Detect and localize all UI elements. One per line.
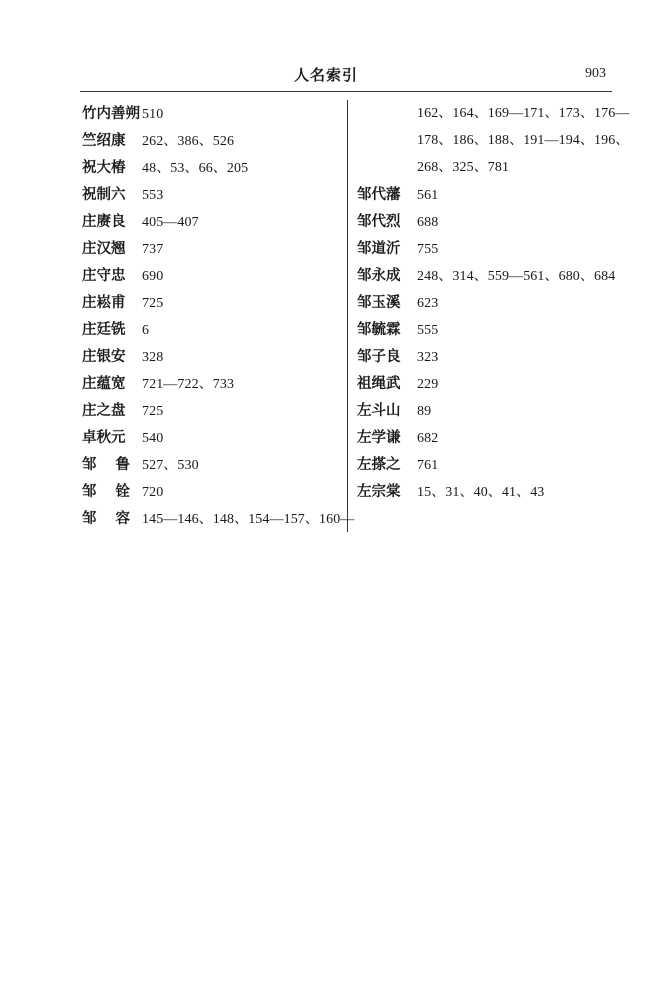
page-references: 688 (417, 215, 439, 230)
index-left-column (82, 102, 355, 534)
page-references: 555 (417, 323, 439, 338)
header-rule (80, 91, 612, 92)
index-entry (357, 480, 617, 507)
person-name (82, 480, 130, 501)
page-references: 682 (417, 431, 439, 446)
person-name: 左宗棠 (357, 484, 401, 500)
page-references: 89 (417, 404, 432, 419)
person-name: 左斗山 (357, 403, 401, 419)
name-char: 铨 (115, 484, 130, 500)
page-references: 725 (142, 296, 164, 311)
page-references: 405—407 (142, 215, 199, 230)
person-name: 庄银安 (82, 349, 126, 365)
person-name: 邹玉溪 (357, 295, 401, 311)
page-references: 527、530 (142, 458, 199, 473)
index-entry (82, 345, 340, 372)
person-name: 庄崧甫 (82, 295, 126, 311)
page-references: 510 (142, 107, 164, 122)
page-references: 48、53、66、205 (142, 161, 249, 176)
running-header-title: 人名索引 (293, 66, 358, 84)
index-entry (82, 183, 340, 210)
person-name: 邹代藩 (357, 187, 401, 203)
page-references: 268、325、781 (417, 160, 510, 175)
name-char: 邹 (82, 457, 97, 473)
person-name: 庄蕴宽 (82, 376, 126, 392)
index-entry (357, 426, 617, 453)
page-number: 903 (585, 66, 606, 81)
page-references: 553 (142, 188, 164, 203)
page-references: 6 (142, 323, 150, 338)
page-references: 15、31、40、41、43 (417, 485, 545, 500)
index-entry (82, 291, 340, 318)
index-entry (357, 345, 617, 372)
index-entry (357, 291, 617, 318)
person-name: 卓秋元 (82, 430, 126, 446)
page-references: 690 (142, 269, 164, 284)
index-entry (82, 372, 340, 399)
page-references: 623 (417, 296, 439, 311)
index-entry (82, 237, 340, 264)
person-name: 左学谦 (357, 430, 401, 446)
page-references: 761 (417, 458, 439, 473)
person-name: 祖绳武 (357, 376, 401, 392)
person-name (82, 453, 130, 474)
person-name: 邹道沂 (357, 241, 401, 257)
person-name: 竺绍康 (82, 133, 126, 149)
page-references: 178、186、188、191—194、196、 (417, 133, 630, 148)
index-entry (357, 318, 617, 345)
page-references: 229 (417, 377, 439, 392)
index-entry (82, 426, 340, 453)
name-char: 容 (115, 511, 130, 527)
index-entry (82, 480, 340, 507)
page-references: 561 (417, 188, 439, 203)
name-char: 邹 (82, 511, 97, 527)
page-references: 720 (142, 485, 164, 500)
person-name: 邹子良 (357, 349, 401, 365)
person-name: 邹代烈 (357, 214, 401, 230)
page-references: 145—146、148、154—157、160— (142, 512, 355, 527)
page-references: 540 (142, 431, 164, 446)
index-entry (357, 399, 617, 426)
person-name: 祝大椿 (82, 160, 126, 176)
person-name (82, 507, 130, 528)
page-references: 248、314、559—561、680、684 (417, 269, 616, 284)
index-entry (82, 507, 355, 534)
index-entry (82, 399, 340, 426)
index-entry (357, 453, 617, 480)
index-entry (82, 318, 340, 345)
page-references: 328 (142, 350, 164, 365)
index-entry (357, 183, 617, 210)
person-name: 庄之盘 (82, 403, 126, 419)
index-entry (82, 156, 340, 183)
person-name: 庄赓良 (82, 214, 126, 230)
name-char: 鲁 (115, 457, 130, 473)
continued-page-references (357, 129, 630, 156)
person-name: 祝制六 (82, 187, 126, 203)
page-references: 323 (417, 350, 439, 365)
index-entry (82, 264, 340, 291)
index-entry (82, 453, 340, 480)
index-entry (357, 372, 617, 399)
person-name: 庄廷铣 (82, 322, 126, 338)
index-entry (357, 237, 617, 264)
person-name: 邹毓霖 (357, 322, 401, 338)
index-entry (82, 102, 340, 129)
continued-page-references (357, 102, 630, 129)
person-name: 庄守忠 (82, 268, 126, 284)
person-name: 左搽之 (357, 457, 401, 473)
page-references: 262、386、526 (142, 134, 235, 149)
continued-page-references (357, 156, 617, 183)
index-entry (82, 210, 340, 237)
person-name: 竹内善朔 (82, 106, 140, 122)
name-char: 邹 (82, 484, 97, 500)
page-references: 755 (417, 242, 439, 257)
person-name: 庄汉翘 (82, 241, 126, 257)
page-references: 737 (142, 242, 164, 257)
column-divider (347, 100, 348, 532)
page-references: 162、164、169—171、173、176— (417, 106, 630, 121)
page-references: 721—722、733 (142, 377, 235, 392)
index-entry (82, 129, 340, 156)
index-entry (357, 210, 617, 237)
index-entry (357, 264, 617, 291)
page-references: 725 (142, 404, 164, 419)
index-right-column (357, 102, 630, 507)
person-name: 邹永成 (357, 268, 401, 284)
